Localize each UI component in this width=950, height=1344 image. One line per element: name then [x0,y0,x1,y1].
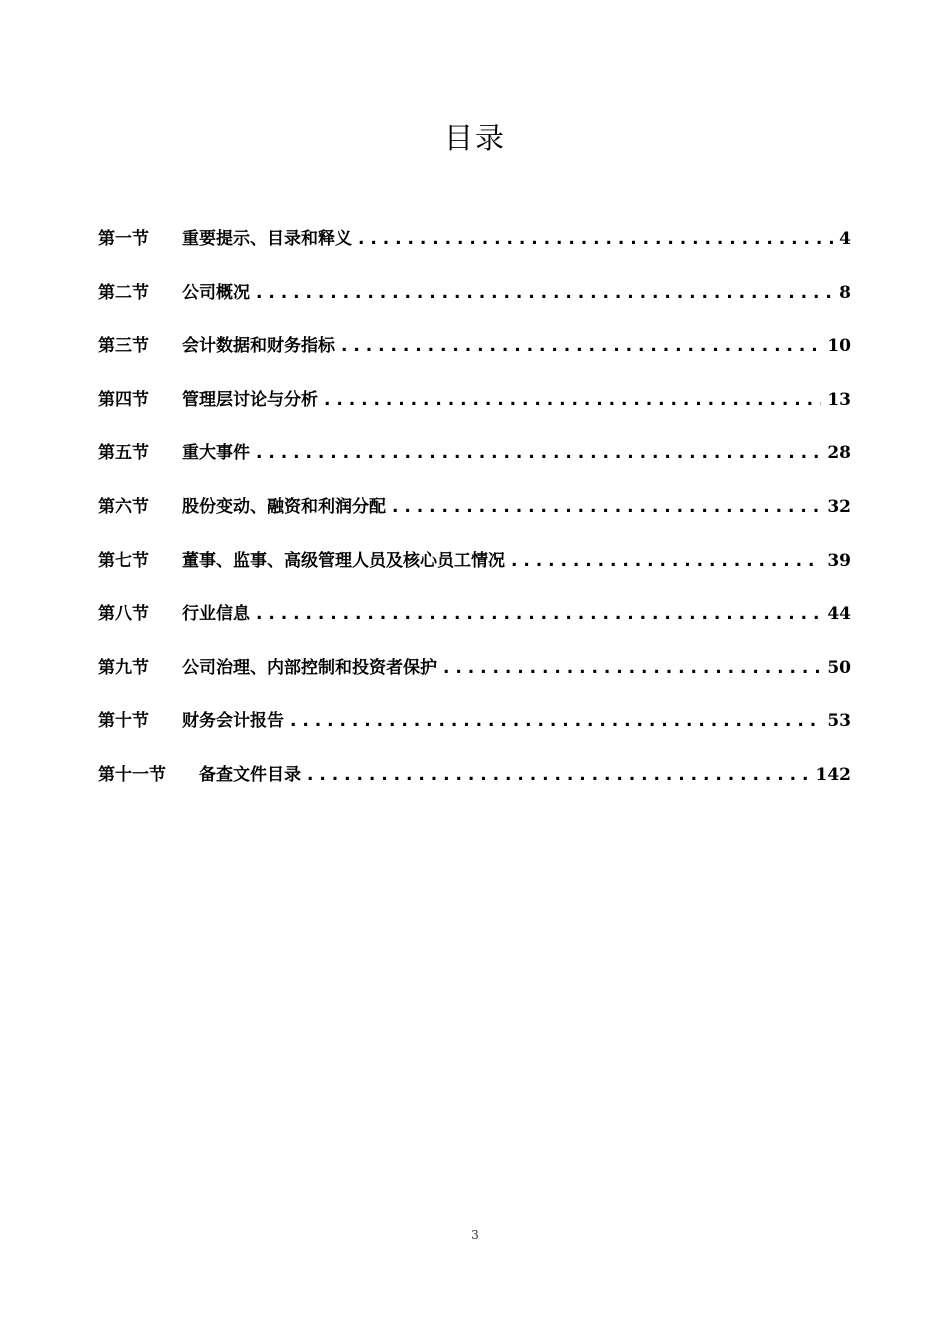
toc-page-number: 39 [827,550,851,571]
toc-section-title: 财务会计报告 [182,711,284,732]
toc-page-number: 13 [827,389,851,410]
toc-entry[interactable] [98,653,851,707]
dot-leader [290,711,821,731]
toc-section-title: 重大事件 [182,443,250,464]
table-of-contents [98,224,851,814]
toc-entry[interactable] [98,224,851,278]
toc-page-number: 10 [827,336,851,357]
toc-section-label: 第八节 [98,604,149,625]
toc-section-title: 管理层讨论与分析 [182,389,318,410]
toc-page-number: 53 [827,711,851,732]
page-title: 目录 [443,121,506,155]
dot-leader [511,551,821,571]
toc-section-label: 第五节 [98,443,149,464]
dot-leader [358,229,833,249]
toc-page-number: 32 [827,496,851,517]
toc-page-number: 28 [827,443,851,464]
dot-leader [443,658,821,678]
toc-section-title: 公司概况 [182,282,250,303]
toc-section-title: 会计数据和财务指标 [182,336,335,357]
toc-entry[interactable] [98,546,851,600]
toc-page-number: 8 [839,282,851,303]
toc-section-title: 董事、监事、高级管理人员及核心员工情况 [182,550,505,571]
toc-entry[interactable] [98,706,851,760]
dot-leader [392,497,821,517]
toc-entry[interactable] [98,438,851,492]
toc-section-label: 第二节 [98,282,149,303]
toc-page-number: 44 [827,604,851,625]
toc-page-number: 4 [839,229,851,249]
toc-section-label: 第七节 [98,550,149,571]
toc-entry[interactable] [98,278,851,332]
dot-leader [256,283,833,303]
toc-section-title: 备查文件目录 [199,764,301,785]
toc-section-label: 第九节 [98,657,149,678]
dot-leader [307,765,810,785]
toc-page-number: 50 [827,657,851,678]
toc-page-number: 142 [815,764,851,785]
dot-leader [341,336,821,356]
toc-entry[interactable] [98,492,851,546]
toc-section-label: 第一节 [98,229,149,249]
dot-leader [324,390,821,410]
toc-section-label: 第十一节 [98,764,166,785]
dot-leader [256,604,821,624]
toc-entry[interactable] [98,331,851,385]
dot-leader [256,443,821,463]
toc-section-title: 重要提示、目录和释义 [182,229,352,249]
toc-entry[interactable] [98,599,851,653]
toc-entry[interactable] [98,385,851,439]
toc-section-label: 第六节 [98,496,149,517]
toc-section-title: 股份变动、融资和利润分配 [182,496,386,517]
toc-section-label: 第十节 [98,711,149,732]
toc-section-label: 第三节 [98,336,149,357]
toc-section-label: 第四节 [98,389,149,410]
toc-section-title: 公司治理、内部控制和投资者保护 [182,657,437,678]
page-number-footer: 3 [471,1228,479,1242]
toc-section-title: 行业信息 [182,604,250,625]
toc-entry[interactable] [98,760,851,814]
